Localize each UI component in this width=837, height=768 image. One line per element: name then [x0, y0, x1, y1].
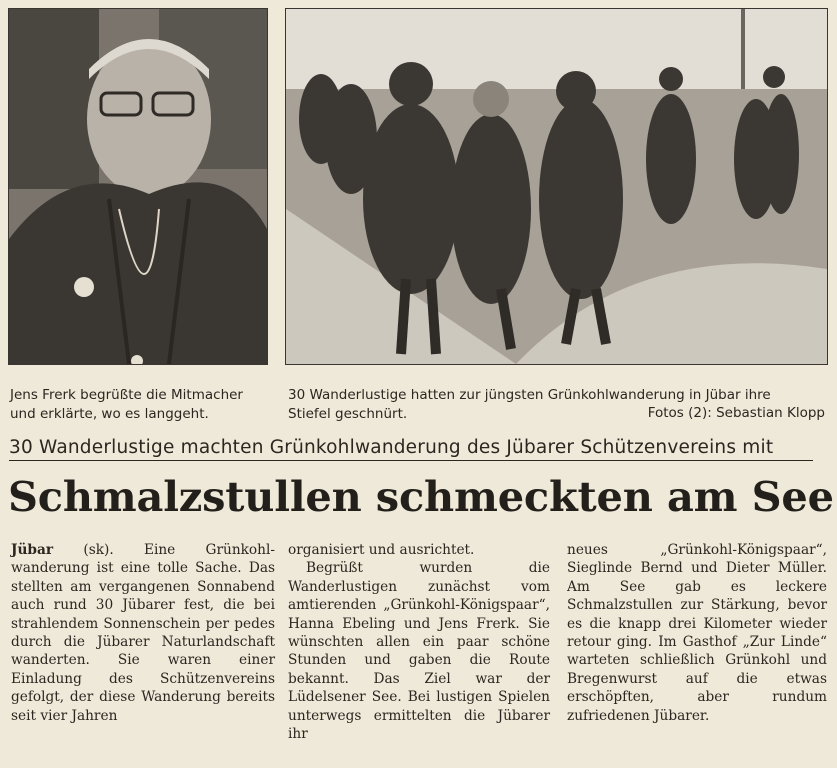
column-1-text: wanderung ist eine tolle Sache. Das stellten am vergangenen Sonnabend auch rund 30 Jübarer fest, die bei strahlendem Sonnenschein per pedes durch die Jübarer Naturlandschaft wanderten. Sie waren einer Einladung des Schützenvereins gefolgt, der diese Wanderung bereits seit vier Jahren	[11, 560, 275, 724]
photo-caption-right: 30 Wanderlustige hatten zur jüngsten Grünkohlwanderung in Jübar ihre Stiefel geschnürt.	[288, 387, 771, 422]
article-kicker: 30 Wanderlustige machten Grünkohlwanderung des Jübarer Schützenvereins mit	[9, 437, 813, 461]
photo-group-illustration	[286, 9, 827, 364]
photo-caption-left: Jens Frerk begrüßte die Mitmacher und erklärte, wo es langgeht.	[10, 387, 243, 422]
article-dateline: Jübar	[11, 542, 54, 558]
article-column-2	[288, 541, 550, 743]
column-2-text: Begrüßt wurden die Wanderlustigen zunächst vom amtierenden „Grünkohl-Königspaar“, Hanna Ebeling und Jens Frerk. Sie wünschten allen ein paar schöne Stunden und gaben die Route bekannt. Das Ziel war der Lüdelsener See. Bei lustigen Spielen unterwegs ermittelten die Jübarer ihr	[288, 560, 550, 743]
article-headline: Schmalzstullen schmeckten am See	[8, 472, 834, 521]
photo-wandergruppe	[285, 8, 828, 365]
article-column-3	[567, 541, 827, 725]
photo-credit: Fotos (2): Sebastian Klopp	[647, 405, 825, 421]
column-1-first-line: (sk). Eine Grünkohl-	[53, 542, 275, 558]
article-column-1	[11, 541, 275, 725]
photo-jens-frerk	[8, 8, 268, 365]
column-3-text: neues „Grünkohl-Königspaar“, Sieglinde Bernd und Dieter Müller. Am See gab es leckere Schmalzstullen zur Stärkung, bevor es die knapp drei Kilometer wieder retour ging. Im Gasthof „Zur Linde“ warteten schließlich Grünkohl und Bregenwurst auf die etwas erschöpften, aber rundum zufriedenen Jübarer.	[567, 542, 827, 724]
photo-portrait-illustration	[9, 9, 267, 364]
column-2-first-line: organisiert und ausrichtet.	[288, 542, 475, 558]
